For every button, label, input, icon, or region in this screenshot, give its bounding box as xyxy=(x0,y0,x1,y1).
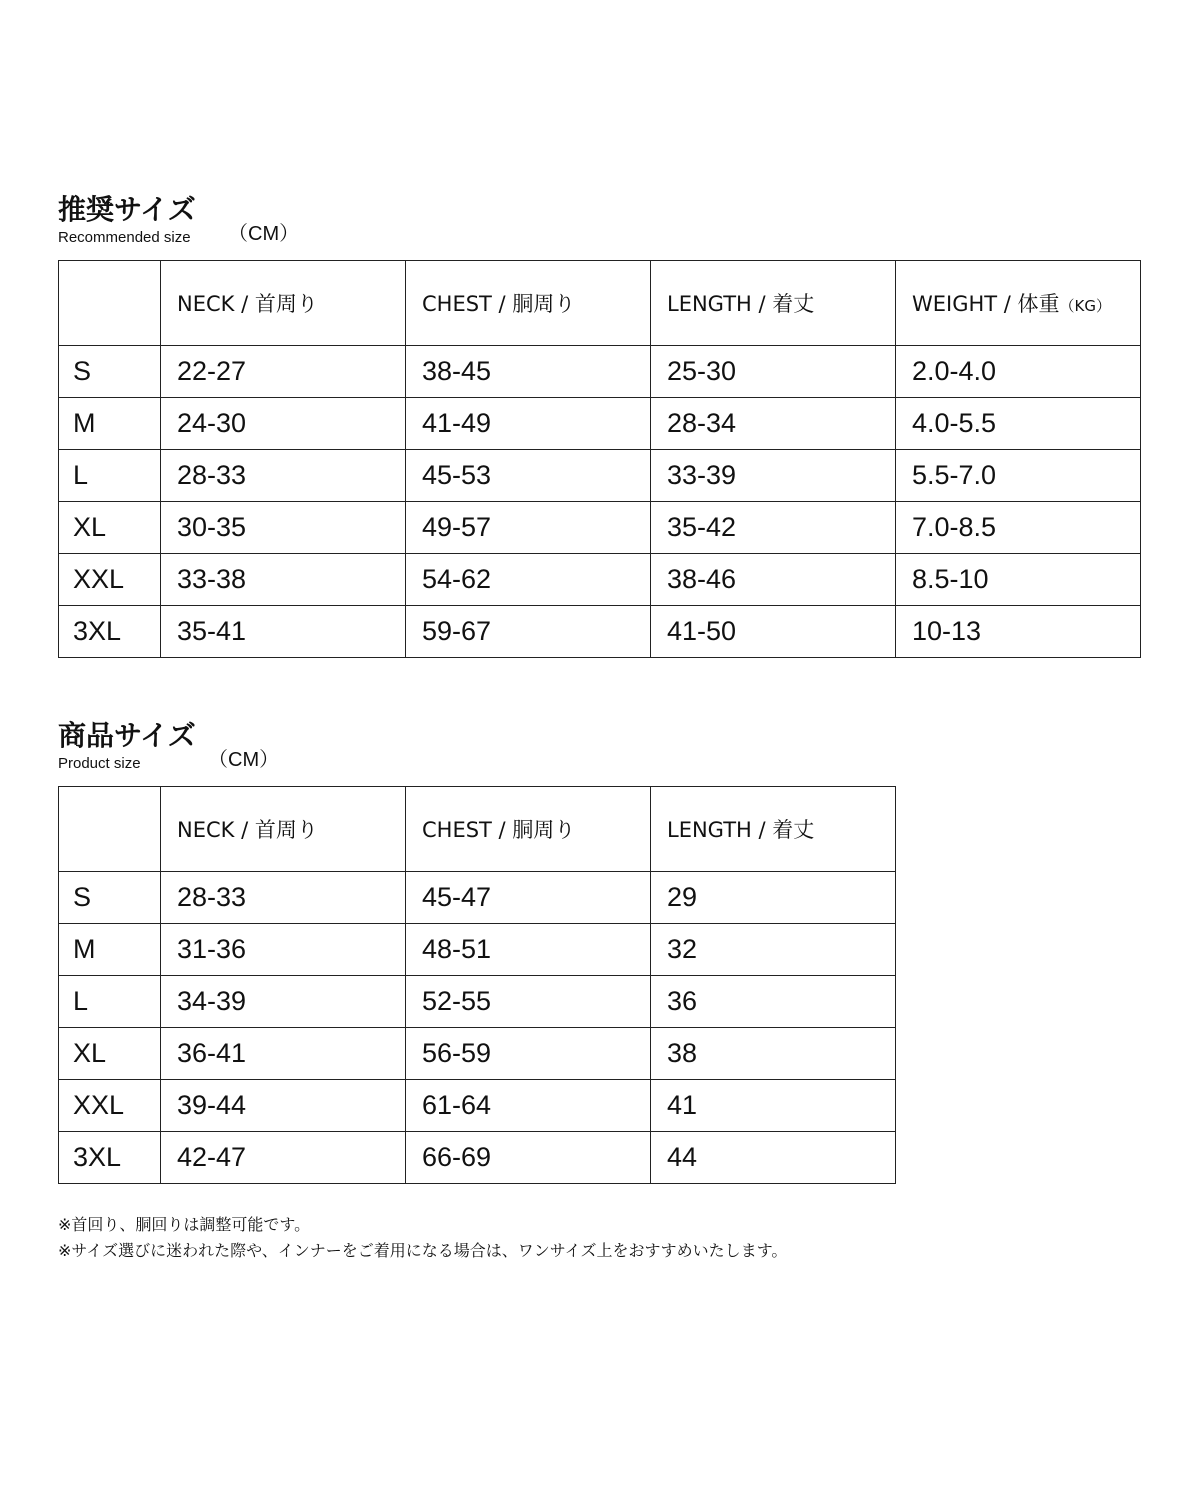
neck-value: 39-44 xyxy=(161,1080,406,1132)
chest-value: 45-47 xyxy=(406,872,651,924)
length-value: 32 xyxy=(651,924,896,976)
chest-value: 45-53 xyxy=(406,450,651,502)
recommended-size-unit: （CM） xyxy=(228,223,300,245)
chest-value: 66-69 xyxy=(406,1132,651,1184)
recommended-size-title: 推奨サイズ xyxy=(58,193,196,226)
weight-value: 5.5-7.0 xyxy=(896,450,1141,502)
length-value: 38-46 xyxy=(651,554,896,606)
weight-value: 10-13 xyxy=(896,606,1141,658)
table-row xyxy=(59,398,1141,450)
header-length: LENGTH / 着丈 xyxy=(651,787,896,872)
chest-value: 41-49 xyxy=(406,398,651,450)
neck-value: 36-41 xyxy=(161,1028,406,1080)
size-label: XL xyxy=(59,1028,161,1080)
table-row xyxy=(59,606,1141,658)
length-value: 38 xyxy=(651,1028,896,1080)
note-adjustable: ※首回り、胴回りは調整可能です。 xyxy=(58,1215,311,1234)
neck-value: 30-35 xyxy=(161,502,406,554)
neck-value: 33-38 xyxy=(161,554,406,606)
product-size-title: 商品サイズ xyxy=(58,719,196,752)
recommended-size-heading xyxy=(58,192,1141,260)
chest-value: 48-51 xyxy=(406,924,651,976)
chest-value: 56-59 xyxy=(406,1028,651,1080)
size-label: M xyxy=(59,924,161,976)
header-neck: NECK / 首周り xyxy=(161,787,406,872)
table-row xyxy=(59,554,1141,606)
chest-value: 52-55 xyxy=(406,976,651,1028)
recommended-size-table xyxy=(58,260,1141,658)
neck-value: 34-39 xyxy=(161,976,406,1028)
table-row xyxy=(59,1132,896,1184)
note-size-up: ※サイズ選びに迷われた際や、インナーをご着用になる場合は、ワンサイズ上をおすすめいたします。 xyxy=(58,1241,788,1260)
product-size-subtitle: Product size xyxy=(58,755,141,772)
neck-value: 28-33 xyxy=(161,872,406,924)
neck-value: 22-27 xyxy=(161,346,406,398)
chest-value: 61-64 xyxy=(406,1080,651,1132)
product-size-section xyxy=(58,718,896,1184)
neck-value: 28-33 xyxy=(161,450,406,502)
product-size-table xyxy=(58,786,896,1184)
weight-value: 4.0-5.5 xyxy=(896,398,1141,450)
neck-value: 24-30 xyxy=(161,398,406,450)
table-row xyxy=(59,502,1141,554)
table-row xyxy=(59,976,896,1028)
size-label: XXL xyxy=(59,554,161,606)
length-value: 36 xyxy=(651,976,896,1028)
size-label: XXL xyxy=(59,1080,161,1132)
header-chest: CHEST / 胴周り xyxy=(406,261,651,346)
size-notes xyxy=(58,1212,787,1264)
recommended-size-subtitle: Recommended size xyxy=(58,229,191,246)
table-row xyxy=(59,924,896,976)
chest-value: 38-45 xyxy=(406,346,651,398)
table-row xyxy=(59,1080,896,1132)
neck-value: 31-36 xyxy=(161,924,406,976)
header-length: LENGTH / 着丈 xyxy=(651,261,896,346)
length-value: 44 xyxy=(651,1132,896,1184)
length-value: 41-50 xyxy=(651,606,896,658)
product-size-heading xyxy=(58,718,896,786)
size-label: L xyxy=(59,976,161,1028)
weight-value: 8.5-10 xyxy=(896,554,1141,606)
table-row xyxy=(59,872,896,924)
length-value: 41 xyxy=(651,1080,896,1132)
table-header-row xyxy=(59,261,1141,346)
size-label: 3XL xyxy=(59,606,161,658)
header-weight-unit: （KG） xyxy=(1059,297,1112,315)
size-label: XL xyxy=(59,502,161,554)
length-value: 35-42 xyxy=(651,502,896,554)
size-label: S xyxy=(59,872,161,924)
table-corner-cell xyxy=(59,787,161,872)
neck-value: 35-41 xyxy=(161,606,406,658)
chest-value: 49-57 xyxy=(406,502,651,554)
table-header-row xyxy=(59,787,896,872)
size-label: L xyxy=(59,450,161,502)
length-value: 25-30 xyxy=(651,346,896,398)
table-row xyxy=(59,450,1141,502)
size-label: M xyxy=(59,398,161,450)
chest-value: 59-67 xyxy=(406,606,651,658)
table-row xyxy=(59,1028,896,1080)
size-label: S xyxy=(59,346,161,398)
length-value: 33-39 xyxy=(651,450,896,502)
recommended-size-section xyxy=(58,192,1141,658)
header-weight xyxy=(896,261,1141,346)
chest-value: 54-62 xyxy=(406,554,651,606)
size-label: 3XL xyxy=(59,1132,161,1184)
table-corner-cell xyxy=(59,261,161,346)
neck-value: 42-47 xyxy=(161,1132,406,1184)
weight-value: 2.0-4.0 xyxy=(896,346,1141,398)
length-value: 28-34 xyxy=(651,398,896,450)
header-weight-label: WEIGHT / 体重 xyxy=(912,292,1060,316)
product-size-unit: （CM） xyxy=(208,749,280,771)
header-chest: CHEST / 胴周り xyxy=(406,787,651,872)
table-row xyxy=(59,346,1141,398)
weight-value: 7.0-8.5 xyxy=(896,502,1141,554)
header-neck: NECK / 首周り xyxy=(161,261,406,346)
length-value: 29 xyxy=(651,872,896,924)
